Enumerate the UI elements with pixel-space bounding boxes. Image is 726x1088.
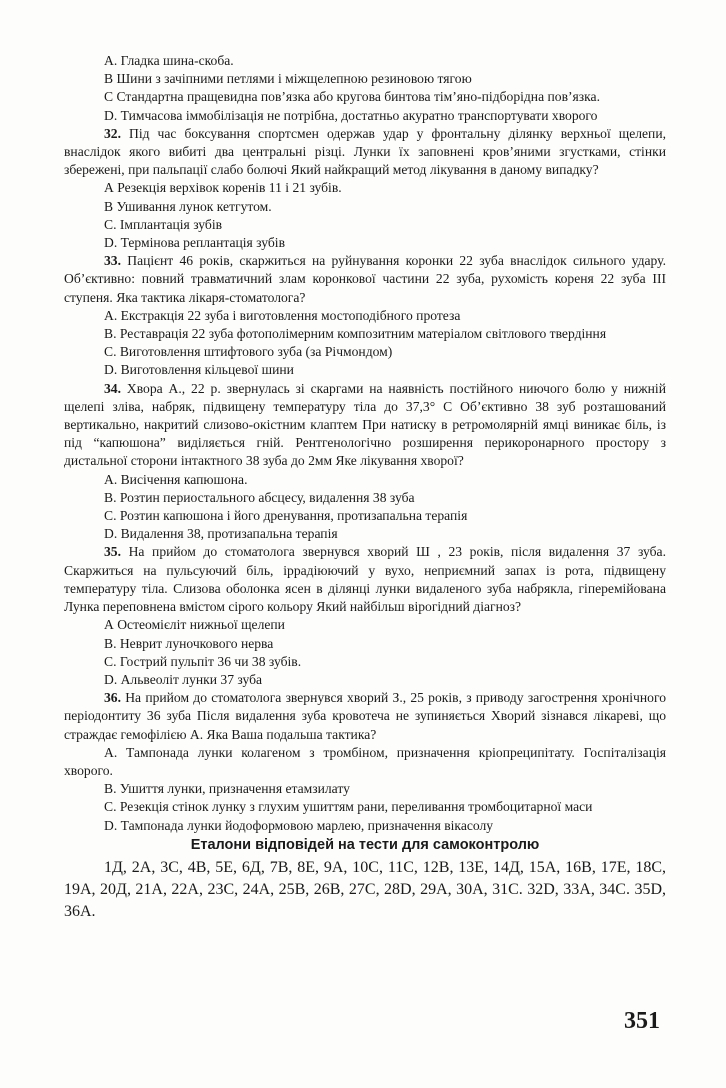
option-b: В. Реставрація 22 зуба фотополімерним композитним матеріалом світлового твердіння — [104, 326, 607, 342]
question-33 — [64, 252, 666, 379]
question-text: На прийом до стоматолога звернувся хворий Ш , 23 років, після видалення 37 зуба. Скаржиться на пульсуючий біль, іррадіюючий у вухо, неприємний запах із рота, підвищену температуру тіла. Слизова оболонка ясен в ділянці лунки видаленого зуба набрякла, гіперемійована Лунка переповнена вмістом сірого кольору Який найбільш вірогідний діагноз? — [64, 544, 666, 615]
option-a: А. Екстракція 22 зуба і виготовлення мостоподібного протеза — [104, 307, 461, 323]
question-stem — [64, 543, 666, 616]
question-number: 32. — [104, 125, 121, 141]
option-a: А. Висічення капюшона. — [104, 471, 248, 487]
question-number: 34. — [104, 380, 121, 396]
question-34 — [64, 380, 666, 544]
answer-key-title: Еталони відповідей на тести для самоконтролю — [190, 836, 540, 853]
q31-option-d: D. Тимчасова іммобілізація не потрібна, достатньо акуратно транспортувати хворого — [104, 107, 598, 123]
question-32 — [64, 125, 666, 252]
question-stem — [64, 380, 666, 471]
question-36 — [64, 689, 666, 835]
question-35 — [64, 543, 666, 689]
q31-option-c: С Стандартна пращевидна пов’язка або кругова бинтова тім’яно-підборідна пов’язка. — [104, 89, 600, 105]
option-d: D. Альвеоліт лунки 37 зуба — [104, 671, 263, 687]
option-a: А. Тампонада лунки колагеном з тромбіном, призначення кріопреципітату. Госпіталізація хворого. — [64, 744, 666, 778]
option-b: В. Розтин периостального абсцесу, видалення 38 зуба — [104, 489, 415, 505]
question-number: 33. — [104, 253, 121, 269]
q31-option-a: А. Гладка шина-скоба. — [104, 53, 234, 68]
option-d: D. Тампонада лунки йодоформовою марлею, призначення вікасолу — [104, 817, 494, 833]
option-c: С. Резекція стінок лунку з глухим ушиттям рани, переливання тромбоцитарної маси — [104, 799, 593, 815]
option-c: С. Розтин капюшона і його дренування, протизапальна терапія — [104, 508, 468, 524]
q31-option-b: В Шини з зачіпними петлями і міжщелепною резиновою тягою — [104, 71, 472, 87]
question-text: Під час боксування спортсмен одержав удар у фронтальну ділянку верхньої щелепи, внаслідок якого вибиті два центральні різці. Лунки їх заповнені кров’яними згустками, стінки збережені, при пальпації слабо болючі Який найкращий метод лікування в даному випадку? — [64, 125, 666, 178]
option-a: А Резекція верхівок коренів 11 і 21 зубів. — [104, 180, 342, 196]
question-stem — [64, 252, 666, 307]
option-d: D. Видалення 38, протизапальна терапія — [104, 526, 338, 542]
question-text: Пацієнт 46 років, скаржиться на руйнування коронки 22 зуба внаслідок сильного удару. Об’єктивно: повний травматичний злам коронкової частини 22 зуба, рухомість кореня 22 зуба ІІІ ступеня. Яка тактика лікаря-стоматолога? — [64, 253, 666, 305]
question-number: 36. — [104, 690, 121, 706]
option-c: С. Імплантація зубів — [104, 216, 223, 232]
option-a: А Остеомієліт нижньої щелепи — [104, 617, 285, 633]
question-stem — [64, 125, 666, 180]
q31-options — [64, 52, 666, 125]
option-b: В. Неврит луночкового нерва — [104, 635, 274, 651]
question-number: 35. — [104, 544, 121, 560]
option-c: С. Виготовлення штифтового зуба (за Річмондом) — [104, 344, 393, 360]
option-d: D. Термінова реплантація зубів — [104, 235, 285, 251]
option-b: В. Ушиття лунки, призначення етамзилату — [104, 781, 350, 797]
question-text: Хвора А., 22 р. звернулась зі скаргами на наявність постійного ниючого болю у нижній щелепі зліва, набряк, підвищену температуру тіла до 37,3° С Об’єктивно 38 зуб розташований вертикально, накритий слизово-окістним клаптем При натиску в ретромолярній ямці виникає біль, із під “капюшона” виділяється гній. Рентгенологічно розширення перикоронарного простору з дистальної сторони інтактного 38 зуба до 2мм Яке лікування хворої? — [64, 380, 666, 469]
option-b: В Ушивання лунок кетгутом. — [104, 198, 272, 214]
answer-key-section — [64, 836, 666, 923]
question-text: На прийом до стоматолога звернувся хворий З., 25 років, з приводу загострення хронічного періодонтиту 36 зуба Після видалення зуба кровотеча не зупиняється Хворий зізнався лікареві, що страждає гемофілією А. Яка Ваша подальша тактика? — [64, 690, 666, 742]
option-c: С. Гострий пульпіт 36 чи 38 зубів. — [104, 653, 302, 669]
page-number: 351 — [624, 1008, 660, 1034]
question-stem — [64, 689, 666, 744]
answer-key-list: 1Д, 2А, 3С, 4В, 5Е, 6Д, 7В, 8Е, 9А, 10С, 11С, 12В, 13Е, 14Д, 15А, 16В, 17Е, 18С, 19А, 20Д, 21А, 22А, 23С, 24А, 25В, 26В, 27С, 28D, 29А, 30А, 31С. 32D, 33А, 34С. 35D, 36А. — [64, 858, 666, 920]
option-d: D. Виготовлення кільцевої шини — [104, 362, 294, 378]
